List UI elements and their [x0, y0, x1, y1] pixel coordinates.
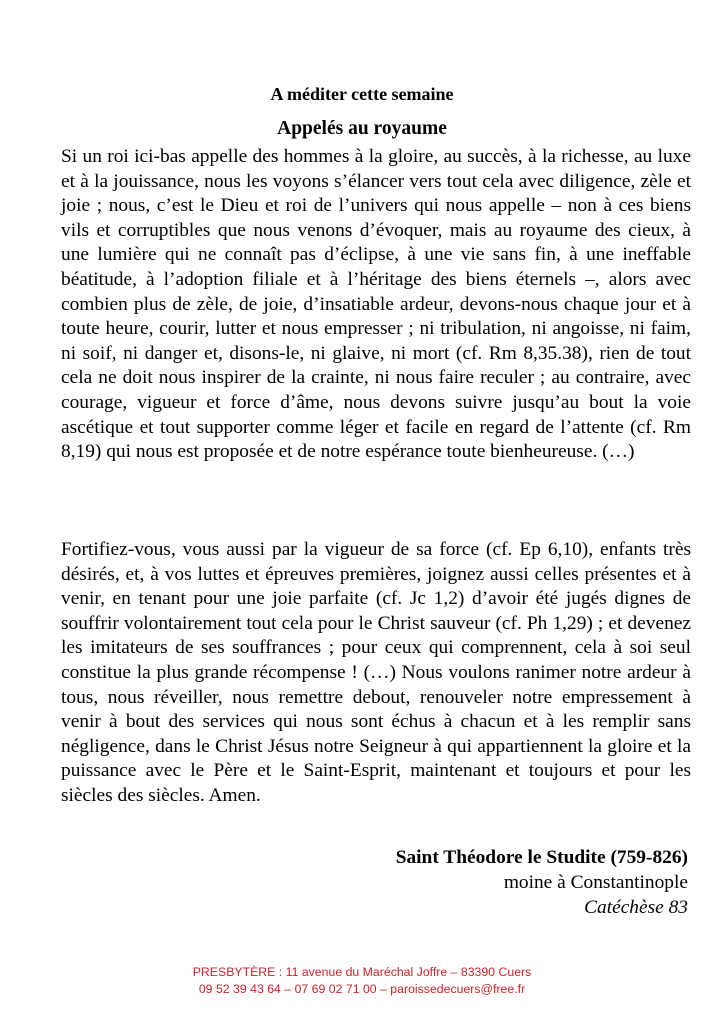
page-title: Appelés au royaume — [277, 118, 447, 139]
body-paragraph-1: Si un roi ici-bas appelle des hommes à la gloire, au succès, à la richesse, au luxe et à la jouissance, nous les voyons s’élancer vers tout cela avec diligence, zèle et joie ; nous, c’est le Dieu et roi de l’univers qui nous appelle – non à ces biens vils et corruptibles que nous venons d’évoquer, mais au royaume des cieux, à une lumière qui ne connaît pas d’éclipse, à une vie sans fin, à une ineffable béatitude, à l’adoption filiale et à l’héritage des biens éternels –, alors avec combien plus de zèle, de joie, d’insatiable ardeur, devons-nous chaque jour et à toute heure, courir, lutter et nous empresser ; ni tribulation, ni angoisse, ni faim, ni soif, ni danger et, disons-le, ni glaive, ni mort (cf. Rm 8,35.38), rien de tout cela ne doit nous inspirer de la crainte, ni nous faire reculer ; au contraire, avec courage, vigueur et force d’âme, nous devons suivre jusqu’au bout la voie ascétique et tout supporter comme léger et facile en regard de l’attente (cf. Rm 8,19) qui nous est proposée et de notre espérance toute bienheureuse. (…) — [61, 146, 691, 463]
footer-address: PRESBYTÈRE : 11 avenue du Maréchal Joffre – 83390 Cuers — [192, 965, 532, 979]
attribution-author: Saint Théodore le Studite (759-826) — [395, 847, 688, 868]
body-paragraph-2: Fortifiez-vous, vous aussi par la vigueur de sa force (cf. Ep 6,10), enfants très désirés, et, à vos luttes et épreuves premières, joignez aussi celles présentes et à venir, en tenant pour une joie parfaite (cf. Jc 1,2) d’avoir été jugés dignes de souffrir volontairement tout cela pour le Christ sauveur (cf. Ph 1,29) ; et devenez les imitateurs de ses souffrances ; pour ceux qui comprennent, cela à soi seul constitue la plus grande récompense ! (…) Nous voulons ranimer notre ardeur à tous, nous réveiller, nous remettre debout, renouveler notre empressement à venir à bout des services qui nous sont échus à chacun et à les remplir sans négligence, dans le Christ Jésus notre Seigneur à qui appartiennent la gloire et la puissance avec le Père et le Saint-Esprit, maintenant et toujours et pour les siècles des siècles. Amen. — [61, 539, 691, 806]
attribution-role: moine à Constantinople — [503, 872, 688, 893]
attribution-source: Catéchèse 83 — [584, 897, 688, 918]
footer-contact: 09 52 39 43 64 – 07 69 02 71 00 – paroissedecuers@free.fr — [198, 982, 526, 996]
section-heading: A méditer cette semaine — [270, 84, 454, 104]
